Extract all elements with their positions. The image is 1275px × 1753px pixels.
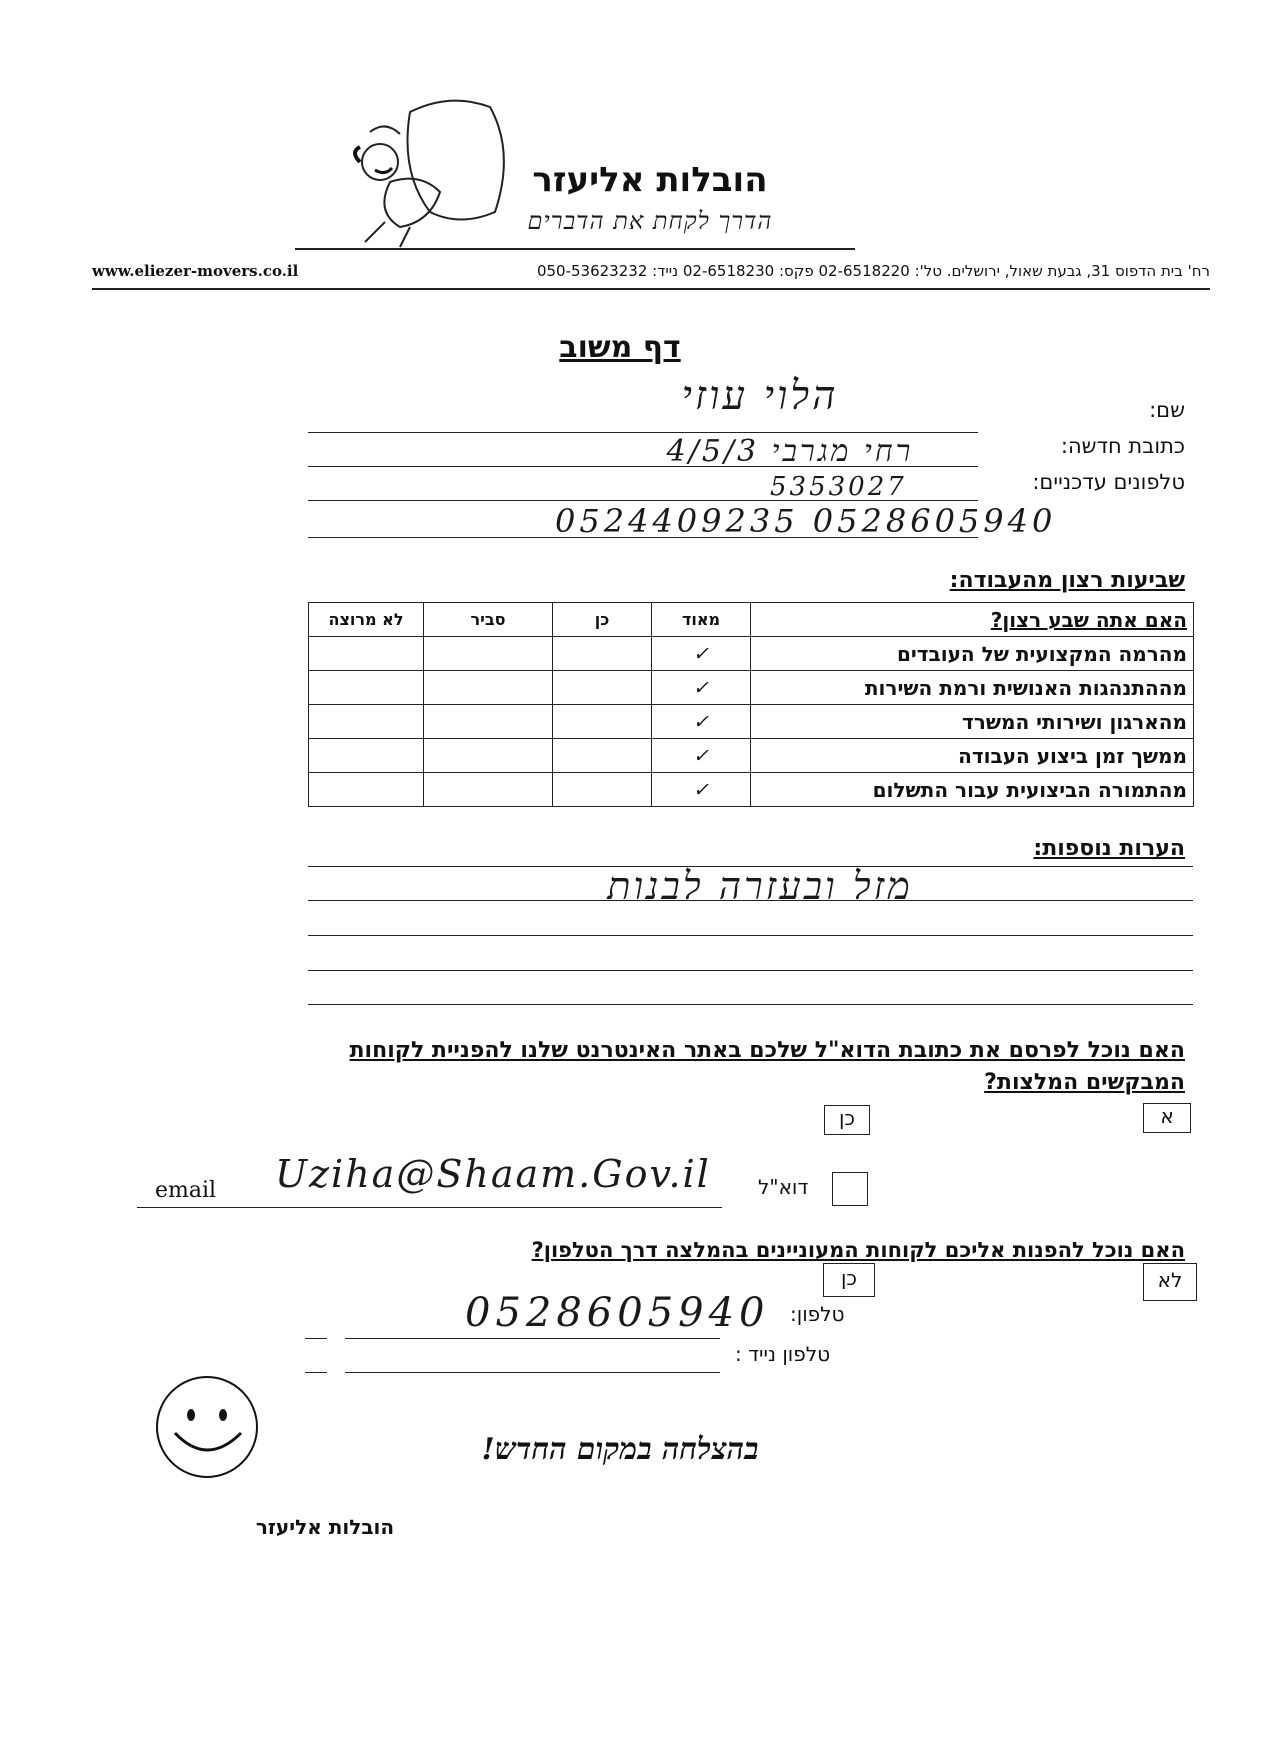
mobile-line (345, 1372, 720, 1373)
smiley-icon (155, 1375, 260, 1480)
phone-question: האם נוכל להפנות אליכם לקוחות המעוניינים בהמלצה דרך הטלפון? (531, 1238, 1185, 1262)
table-row (309, 705, 1194, 739)
email-line (137, 1207, 722, 1208)
satisfaction-table (308, 602, 1194, 807)
row-label: מהרמה המקצועית של העובדים (751, 637, 1194, 671)
table-row (309, 671, 1194, 705)
phones-label: טלפונים עדכניים: (1032, 470, 1185, 494)
publish-yes-checkbox[interactable] (824, 1105, 870, 1135)
row-label: מהתמורה הביצועית עבור התשלום (751, 773, 1194, 807)
check-yes-cell[interactable] (553, 705, 652, 739)
page-title: דף משוב (559, 330, 681, 365)
farewell-text: בהצלחה במקום החדש! (481, 1432, 759, 1467)
phone-line-dash (305, 1338, 327, 1339)
notes-value: מזל ובעזרה לבנות (607, 864, 913, 908)
publish-question-line1: האם נוכל לפרסם את כתובת הדוא"ל שלכם באתר האינטרנט שלנו להפניית לקוחות (349, 1038, 1185, 1063)
check-very-cell[interactable]: ✓ (652, 739, 751, 773)
email-checkbox[interactable] (832, 1172, 868, 1206)
check-yes-cell[interactable] (553, 637, 652, 671)
phone-value-1: 5353027 (770, 472, 907, 502)
signature: הובלות אליעזר (255, 1515, 395, 1539)
phone-value-2: 0524409235 0528605940 (555, 502, 1057, 540)
check-very-cell[interactable]: ✓ (652, 773, 751, 807)
col-yes: כן (553, 603, 652, 637)
publish-question-line2: המבקשים המלצות? (984, 1070, 1185, 1095)
check-no-cell[interactable] (309, 637, 424, 671)
company-logo (330, 92, 520, 252)
table-question: האם אתה שבע רצון? (751, 603, 1194, 637)
phone-no-label: לא (1157, 1268, 1183, 1292)
check-very-cell[interactable]: ✓ (652, 637, 751, 671)
check-yes-cell[interactable] (553, 671, 652, 705)
notes-line-2 (308, 900, 1193, 901)
satisfaction-heading: שביעות רצון מהעבודה: (949, 568, 1185, 593)
publish-yes-label: כן (838, 1106, 856, 1130)
table-header-row (309, 603, 1194, 637)
check-yes-cell[interactable] (553, 773, 652, 807)
notes-line-4 (308, 970, 1193, 971)
notes-line-5 (308, 1004, 1193, 1005)
check-very-cell[interactable]: ✓ (652, 705, 751, 739)
header-rule (92, 288, 1210, 290)
table-row (309, 773, 1194, 807)
row-label: מהארגון ושירותי המשרד (751, 705, 1194, 739)
check-fair-cell[interactable] (424, 637, 553, 671)
row-label: מההתנהגות האנושית ורמת השירות (751, 671, 1194, 705)
phone-label: טלפון: (790, 1302, 845, 1326)
name-line (308, 432, 978, 433)
contact-line: רח' בית הדפוס 31, גבעת שאול, ירושלים. טל': 02-6518220 פקס: 02-6518230 נייד: 050-53623232 (536, 262, 1210, 280)
notes-heading: הערות נוספות: (1033, 836, 1185, 861)
table-row (309, 637, 1194, 671)
phone-yes-label: כן (840, 1266, 858, 1290)
phone-line (345, 1338, 720, 1339)
col-fair: סביר (424, 603, 553, 637)
name-label: שם: (1149, 398, 1185, 422)
phone-value: 0528605940 (465, 1290, 770, 1336)
mobile-line-dash (305, 1372, 327, 1373)
row-label: ממשך זמן ביצוע העבודה (751, 739, 1194, 773)
company-name: הובלות אליעזר (532, 160, 768, 200)
mobile-label: טלפון נייד : (735, 1342, 831, 1366)
publish-no-label: א (1160, 1104, 1174, 1128)
check-no-cell[interactable] (309, 739, 424, 773)
header-decor-line (295, 248, 855, 250)
check-yes-cell[interactable] (553, 739, 652, 773)
check-no-cell[interactable] (309, 671, 424, 705)
email-value: Uziha@Shaam.Gov.il (275, 1152, 711, 1196)
address-line (308, 466, 978, 467)
publish-no-checkbox[interactable] (1143, 1103, 1191, 1133)
col-very: מאוד (652, 603, 751, 637)
check-fair-cell[interactable] (424, 773, 553, 807)
check-fair-cell[interactable] (424, 739, 553, 773)
name-value: הלוי עוזי (681, 373, 839, 419)
check-no-cell[interactable] (309, 773, 424, 807)
email-en-label: email (155, 1178, 217, 1203)
table-row (309, 739, 1194, 773)
phones-line-2 (308, 537, 978, 538)
notes-line-3 (308, 935, 1193, 936)
check-fair-cell[interactable] (424, 705, 553, 739)
address-value: רחי מגרבי 4/5/3 (666, 434, 914, 469)
check-very-cell[interactable]: ✓ (652, 671, 751, 705)
address-label: כתובת חדשה: (1060, 434, 1185, 458)
company-slogan: הדרך לקחת את הדברים (527, 207, 773, 235)
col-not-satisfied: לא מרוצה (309, 603, 424, 637)
email-he-label: דוא"ל (758, 1175, 809, 1199)
check-no-cell[interactable] (309, 705, 424, 739)
phone-yes-checkbox[interactable] (823, 1263, 875, 1297)
check-fair-cell[interactable] (424, 671, 553, 705)
phone-no-checkbox[interactable] (1143, 1263, 1197, 1301)
website: www.eliezer-movers.co.il (92, 262, 299, 280)
phones-line-1 (308, 500, 978, 501)
